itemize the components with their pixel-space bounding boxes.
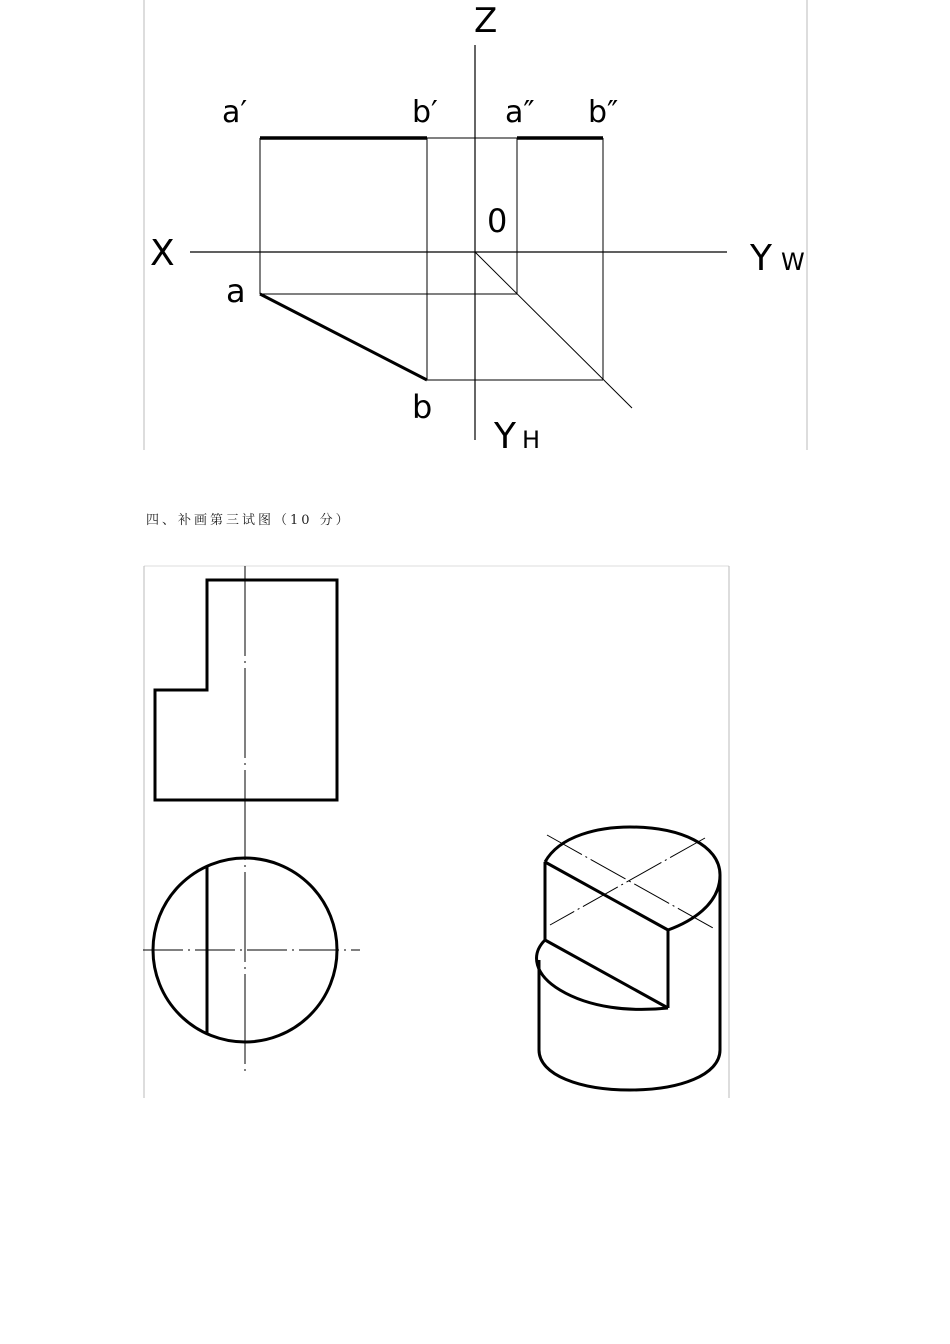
point-label-a-prime: a′ xyxy=(222,95,248,130)
front-view-outline xyxy=(155,580,337,800)
iso-centerline-1 xyxy=(547,835,713,928)
point-label-b-double-prime: b″ xyxy=(588,95,619,130)
segment-a-b xyxy=(260,294,427,380)
iso-notch-floor-edge xyxy=(545,940,668,1008)
origin-label: 0 xyxy=(487,202,508,240)
projection-diagram xyxy=(0,0,950,460)
iso-notch-top-edge xyxy=(545,862,668,930)
views-svg xyxy=(0,560,950,1105)
question-heading: 四、补画第三试图（10 分） xyxy=(146,513,352,528)
isometric-view xyxy=(537,827,720,1090)
point-label-a-double-prime: a″ xyxy=(505,95,535,130)
views-diagram xyxy=(0,560,950,1105)
axis-label-z: Z xyxy=(474,1,498,41)
projection-svg xyxy=(0,0,950,460)
point-label-b: b xyxy=(412,388,433,426)
diagonal-45-line xyxy=(475,252,632,408)
iso-centerline-2 xyxy=(550,838,705,925)
axis-label-yh: Y xyxy=(494,416,516,457)
iso-step-ellipse-arc xyxy=(537,940,668,1009)
point-label-b-prime: b′ xyxy=(412,95,438,130)
axis-label-yw: Y xyxy=(750,238,772,279)
axis-label-yh-subscript: H xyxy=(522,426,541,454)
axis-label-yw-subscript: W xyxy=(781,248,805,276)
axis-label-x: X xyxy=(150,233,175,274)
point-label-a: a xyxy=(226,272,246,310)
iso-bottom-ellipse-arc xyxy=(539,1050,720,1090)
